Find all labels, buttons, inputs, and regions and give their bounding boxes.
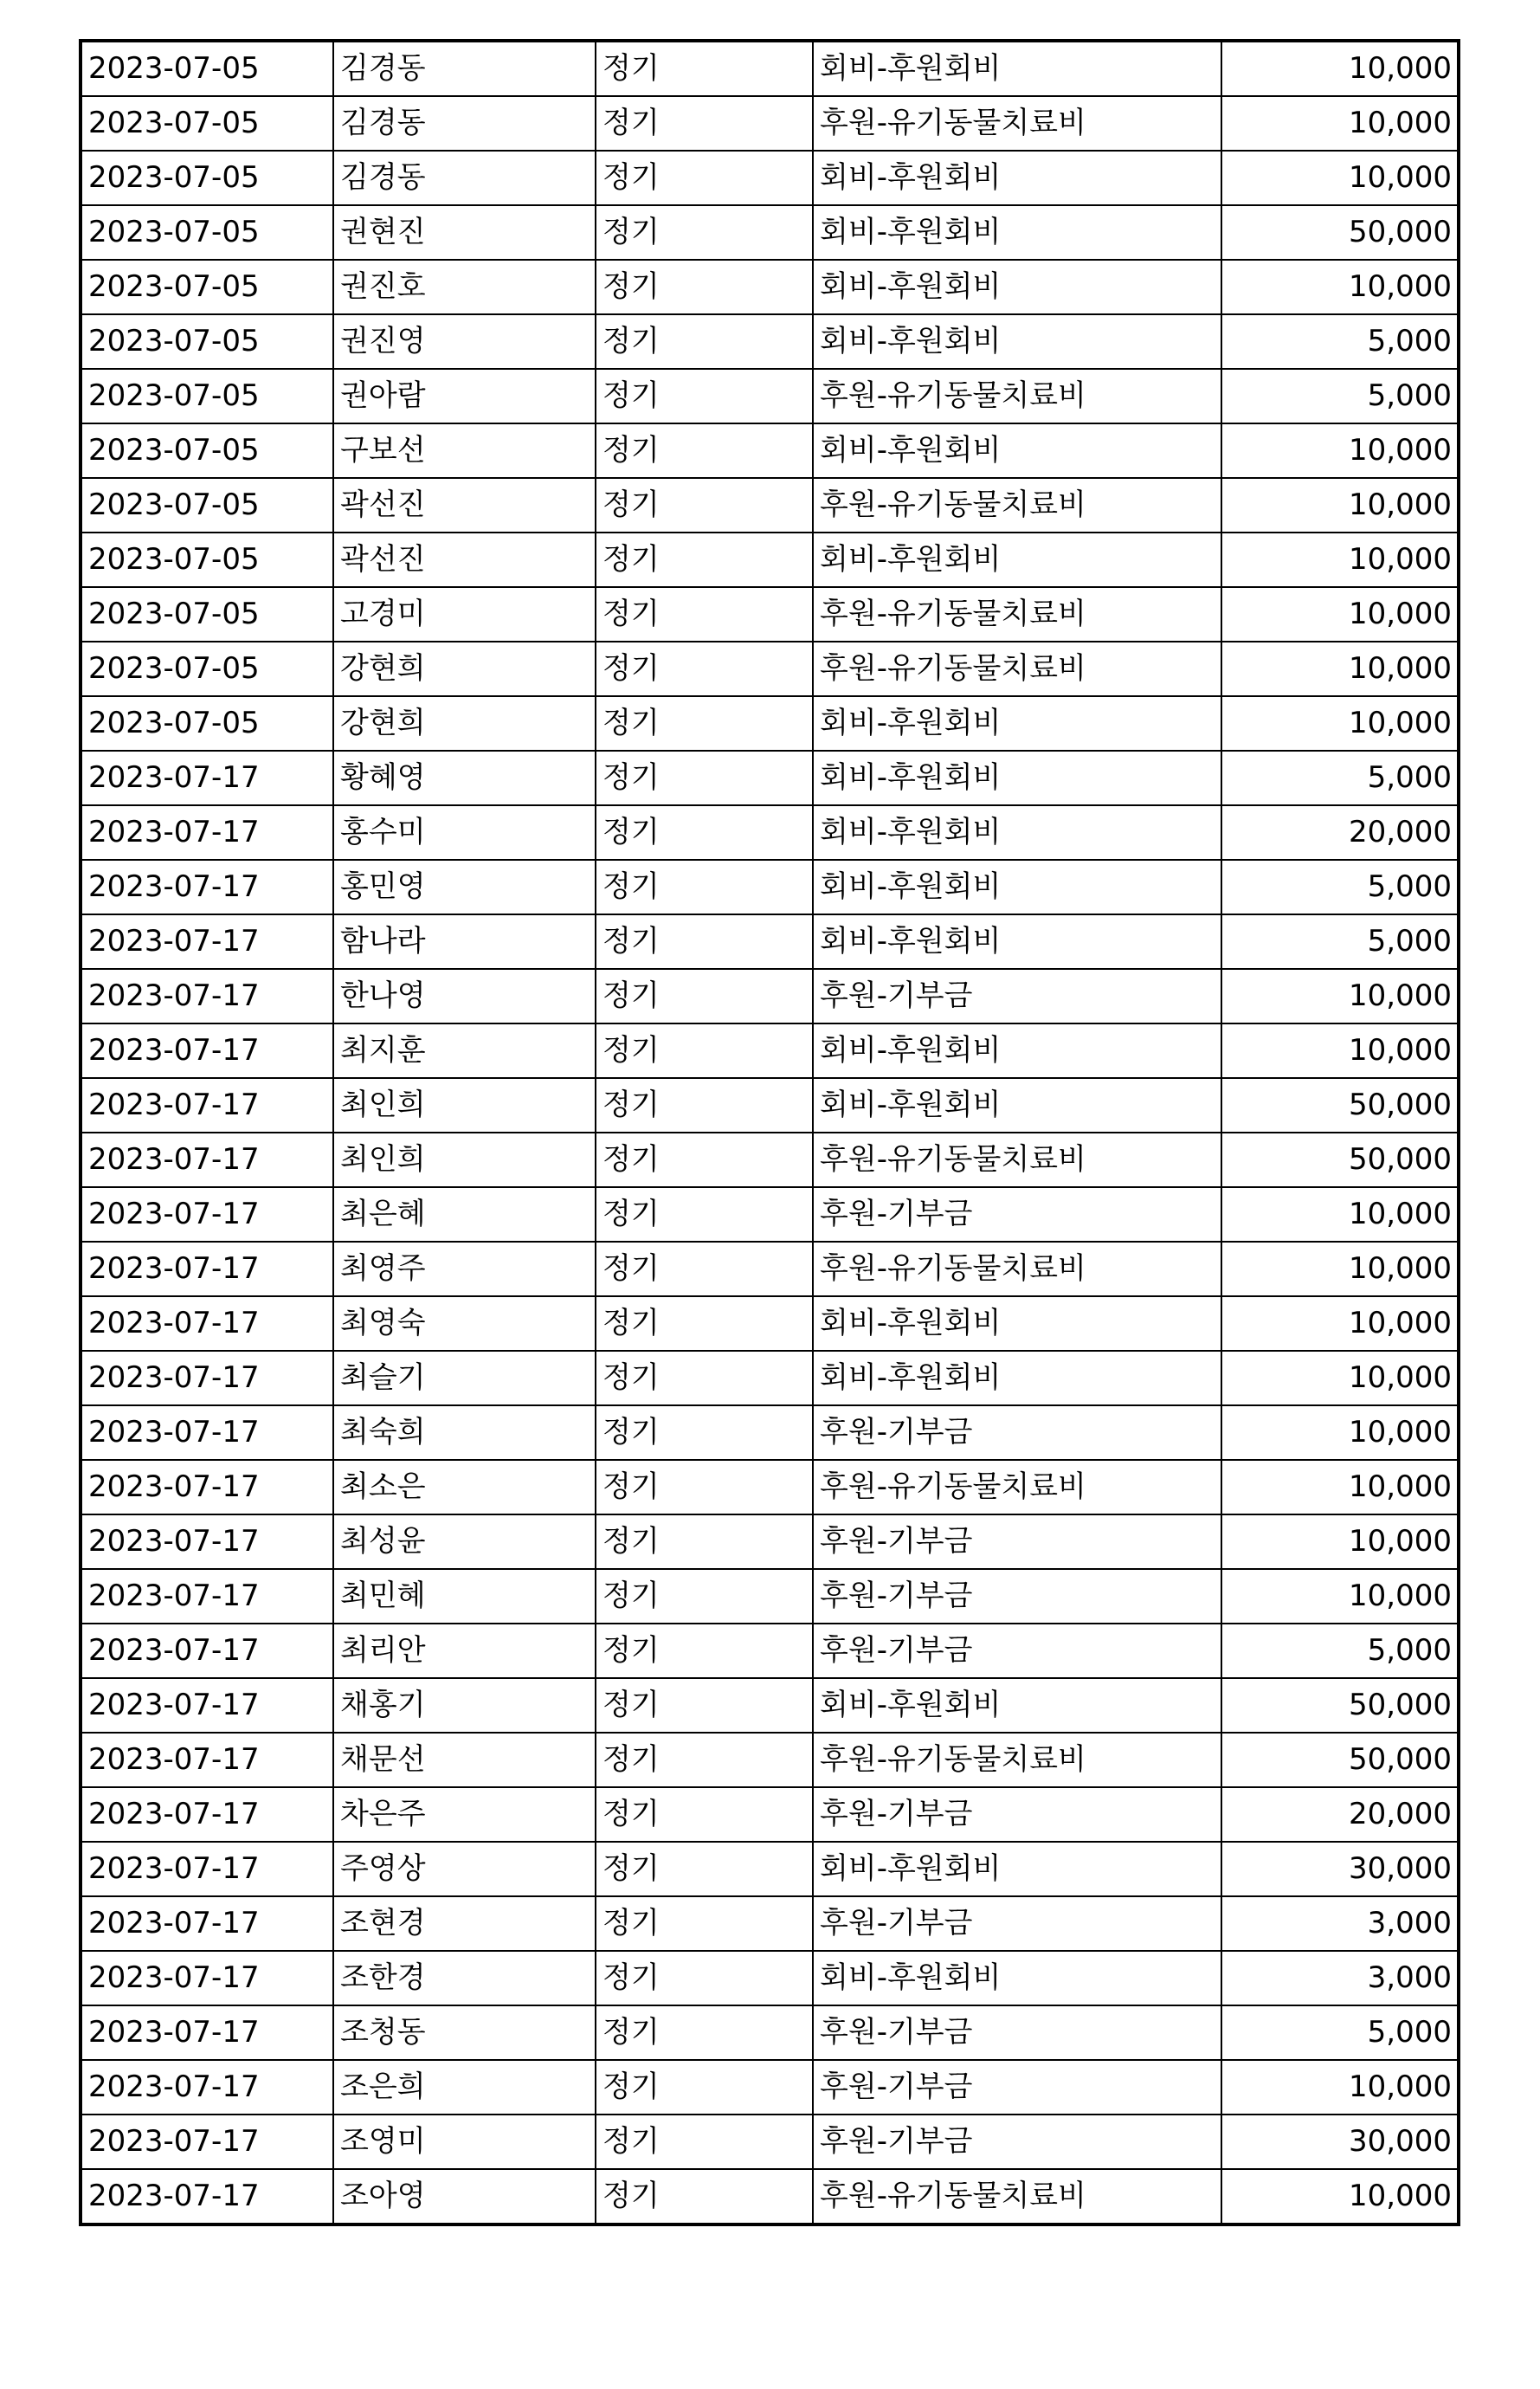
- payment-type-cell: 정기: [596, 969, 813, 1023]
- category-cell: 회비-후원회비: [813, 1951, 1221, 2005]
- table-row: [81, 1678, 1459, 1733]
- date-cell: 2023-07-17: [81, 1569, 333, 1624]
- category-cell: 후원-기부금: [813, 1187, 1221, 1242]
- donor-name-cell: 최은혜: [333, 1187, 596, 1242]
- donor-name-cell: 함나라: [333, 914, 596, 969]
- date-cell: 2023-07-05: [81, 642, 333, 696]
- donor-name-cell: 권진호: [333, 260, 596, 314]
- payment-type-cell: 정기: [596, 369, 813, 423]
- date-cell: 2023-07-05: [81, 41, 333, 96]
- amount-cell: 10,000: [1221, 587, 1459, 642]
- donor-name-cell: 김경동: [333, 151, 596, 205]
- payment-type-cell: 정기: [596, 96, 813, 151]
- table-row: [81, 914, 1459, 969]
- table-row: [81, 1133, 1459, 1187]
- date-cell: 2023-07-17: [81, 1842, 333, 1896]
- amount-cell: 10,000: [1221, 1296, 1459, 1351]
- payment-type-cell: 정기: [596, 1896, 813, 1951]
- amount-cell: 10,000: [1221, 1569, 1459, 1624]
- category-cell: 후원-기부금: [813, 1405, 1221, 1460]
- amount-cell: 10,000: [1221, 1023, 1459, 1078]
- amount-cell: 10,000: [1221, 478, 1459, 533]
- table-row: [81, 41, 1459, 96]
- category-cell: 회비-후원회비: [813, 696, 1221, 751]
- date-cell: 2023-07-05: [81, 369, 333, 423]
- donor-name-cell: 고경미: [333, 587, 596, 642]
- donor-name-cell: 김경동: [333, 96, 596, 151]
- table-row: [81, 369, 1459, 423]
- amount-cell: 5,000: [1221, 369, 1459, 423]
- table-row: [81, 1896, 1459, 1951]
- donor-name-cell: 곽선진: [333, 478, 596, 533]
- category-cell: 후원-유기동물치료비: [813, 587, 1221, 642]
- category-cell: 후원-기부금: [813, 1569, 1221, 1624]
- amount-cell: 30,000: [1221, 1842, 1459, 1896]
- payment-type-cell: 정기: [596, 1242, 813, 1296]
- donor-name-cell: 권진영: [333, 314, 596, 369]
- table-row: [81, 423, 1459, 478]
- category-cell: 회비-후원회비: [813, 1351, 1221, 1405]
- donor-name-cell: 김경동: [333, 41, 596, 96]
- category-cell: 후원-유기동물치료비: [813, 369, 1221, 423]
- category-cell: 회비-후원회비: [813, 860, 1221, 914]
- category-cell: 후원-유기동물치료비: [813, 1133, 1221, 1187]
- payment-type-cell: 정기: [596, 1296, 813, 1351]
- category-cell: 회비-후원회비: [813, 1842, 1221, 1896]
- payment-type-cell: 정기: [596, 1842, 813, 1896]
- date-cell: 2023-07-05: [81, 478, 333, 533]
- payment-type-cell: 정기: [596, 151, 813, 205]
- payment-type-cell: 정기: [596, 1733, 813, 1787]
- payment-type-cell: 정기: [596, 2169, 813, 2224]
- payment-type-cell: 정기: [596, 860, 813, 914]
- payment-type-cell: 정기: [596, 1351, 813, 1405]
- table-row: [81, 1296, 1459, 1351]
- category-cell: 후원-유기동물치료비: [813, 478, 1221, 533]
- amount-cell: 10,000: [1221, 969, 1459, 1023]
- category-cell: 회비-후원회비: [813, 151, 1221, 205]
- amount-cell: 50,000: [1221, 1133, 1459, 1187]
- amount-cell: 10,000: [1221, 1351, 1459, 1405]
- date-cell: 2023-07-17: [81, 1351, 333, 1405]
- donor-name-cell: 최숙희: [333, 1405, 596, 1460]
- table-row: [81, 1951, 1459, 2005]
- amount-cell: 3,000: [1221, 1896, 1459, 1951]
- date-cell: 2023-07-05: [81, 533, 333, 587]
- donor-name-cell: 최인희: [333, 1078, 596, 1133]
- category-cell: 회비-후원회비: [813, 751, 1221, 805]
- date-cell: 2023-07-17: [81, 1078, 333, 1133]
- date-cell: 2023-07-17: [81, 2060, 333, 2115]
- donor-name-cell: 조은희: [333, 2060, 596, 2115]
- donor-name-cell: 채문선: [333, 1733, 596, 1787]
- donor-name-cell: 권현진: [333, 205, 596, 260]
- donor-name-cell: 곽선진: [333, 533, 596, 587]
- category-cell: 회비-후원회비: [813, 914, 1221, 969]
- category-cell: 후원-기부금: [813, 1896, 1221, 1951]
- table-row: [81, 1624, 1459, 1678]
- donor-name-cell: 최영주: [333, 1242, 596, 1296]
- date-cell: 2023-07-05: [81, 96, 333, 151]
- category-cell: 회비-후원회비: [813, 423, 1221, 478]
- date-cell: 2023-07-05: [81, 587, 333, 642]
- date-cell: 2023-07-17: [81, 1678, 333, 1733]
- payment-type-cell: 정기: [596, 533, 813, 587]
- amount-cell: 10,000: [1221, 642, 1459, 696]
- donor-name-cell: 주영상: [333, 1842, 596, 1896]
- date-cell: 2023-07-17: [81, 751, 333, 805]
- date-cell: 2023-07-17: [81, 2169, 333, 2224]
- date-cell: 2023-07-05: [81, 314, 333, 369]
- table-row: [81, 969, 1459, 1023]
- table-row: [81, 478, 1459, 533]
- donor-name-cell: 조아영: [333, 2169, 596, 2224]
- category-cell: 후원-기부금: [813, 2005, 1221, 2060]
- amount-cell: 50,000: [1221, 1678, 1459, 1733]
- donor-name-cell: 강현희: [333, 642, 596, 696]
- table-row: [81, 533, 1459, 587]
- amount-cell: 5,000: [1221, 314, 1459, 369]
- amount-cell: 5,000: [1221, 2005, 1459, 2060]
- category-cell: 후원-유기동물치료비: [813, 1460, 1221, 1514]
- date-cell: 2023-07-17: [81, 1624, 333, 1678]
- table-row: [81, 1405, 1459, 1460]
- donor-name-cell: 조현경: [333, 1896, 596, 1951]
- table-row: [81, 2115, 1459, 2169]
- amount-cell: 20,000: [1221, 1787, 1459, 1842]
- table-row: [81, 205, 1459, 260]
- category-cell: 후원-기부금: [813, 1624, 1221, 1678]
- category-cell: 회비-후원회비: [813, 1023, 1221, 1078]
- date-cell: 2023-07-17: [81, 914, 333, 969]
- date-cell: 2023-07-17: [81, 805, 333, 860]
- payment-type-cell: 정기: [596, 423, 813, 478]
- amount-cell: 20,000: [1221, 805, 1459, 860]
- payment-type-cell: 정기: [596, 2060, 813, 2115]
- donor-name-cell: 한나영: [333, 969, 596, 1023]
- category-cell: 후원-유기동물치료비: [813, 2169, 1221, 2224]
- payment-type-cell: 정기: [596, 1624, 813, 1678]
- category-cell: 회비-후원회비: [813, 1296, 1221, 1351]
- category-cell: 후원-유기동물치료비: [813, 642, 1221, 696]
- donor-name-cell: 최리안: [333, 1624, 596, 1678]
- donor-name-cell: 조청동: [333, 2005, 596, 2060]
- date-cell: 2023-07-17: [81, 1023, 333, 1078]
- date-cell: 2023-07-17: [81, 1242, 333, 1296]
- table-row: [81, 1460, 1459, 1514]
- amount-cell: 5,000: [1221, 860, 1459, 914]
- category-cell: 후원-기부금: [813, 2060, 1221, 2115]
- table-row: [81, 1187, 1459, 1242]
- donor-name-cell: 황혜영: [333, 751, 596, 805]
- donor-name-cell: 최소은: [333, 1460, 596, 1514]
- table-row: [81, 2005, 1459, 2060]
- date-cell: 2023-07-17: [81, 2005, 333, 2060]
- amount-cell: 50,000: [1221, 1078, 1459, 1133]
- table-row: [81, 2169, 1459, 2224]
- amount-cell: 10,000: [1221, 423, 1459, 478]
- payment-type-cell: 정기: [596, 1951, 813, 2005]
- amount-cell: 10,000: [1221, 696, 1459, 751]
- table-row: [81, 696, 1459, 751]
- payment-type-cell: 정기: [596, 1078, 813, 1133]
- amount-cell: 5,000: [1221, 1624, 1459, 1678]
- donation-ledger-table: [79, 39, 1460, 2226]
- amount-cell: 10,000: [1221, 1187, 1459, 1242]
- category-cell: 후원-유기동물치료비: [813, 1733, 1221, 1787]
- donor-name-cell: 최성윤: [333, 1514, 596, 1569]
- amount-cell: 10,000: [1221, 1405, 1459, 1460]
- payment-type-cell: 정기: [596, 914, 813, 969]
- payment-type-cell: 정기: [596, 751, 813, 805]
- date-cell: 2023-07-17: [81, 1787, 333, 1842]
- date-cell: 2023-07-05: [81, 205, 333, 260]
- table-row: [81, 860, 1459, 914]
- amount-cell: 10,000: [1221, 2060, 1459, 2115]
- ledger-body: [81, 41, 1459, 2224]
- donor-name-cell: 홍민영: [333, 860, 596, 914]
- category-cell: 회비-후원회비: [813, 260, 1221, 314]
- date-cell: 2023-07-05: [81, 151, 333, 205]
- donor-name-cell: 최영숙: [333, 1296, 596, 1351]
- donor-name-cell: 최인희: [333, 1133, 596, 1187]
- date-cell: 2023-07-17: [81, 1733, 333, 1787]
- category-cell: 후원-유기동물치료비: [813, 1242, 1221, 1296]
- payment-type-cell: 정기: [596, 1405, 813, 1460]
- payment-type-cell: 정기: [596, 1187, 813, 1242]
- date-cell: 2023-07-17: [81, 2115, 333, 2169]
- table-row: [81, 314, 1459, 369]
- payment-type-cell: 정기: [596, 260, 813, 314]
- donor-name-cell: 최지훈: [333, 1023, 596, 1078]
- table-row: [81, 1078, 1459, 1133]
- payment-type-cell: 정기: [596, 1460, 813, 1514]
- payment-type-cell: 정기: [596, 1787, 813, 1842]
- date-cell: 2023-07-17: [81, 1187, 333, 1242]
- table-row: [81, 151, 1459, 205]
- payment-type-cell: 정기: [596, 1133, 813, 1187]
- table-row: [81, 260, 1459, 314]
- payment-type-cell: 정기: [596, 41, 813, 96]
- date-cell: 2023-07-17: [81, 1296, 333, 1351]
- payment-type-cell: 정기: [596, 314, 813, 369]
- table-row: [81, 96, 1459, 151]
- amount-cell: 10,000: [1221, 96, 1459, 151]
- amount-cell: 3,000: [1221, 1951, 1459, 2005]
- amount-cell: 10,000: [1221, 1514, 1459, 1569]
- table-row: [81, 751, 1459, 805]
- amount-cell: 10,000: [1221, 1460, 1459, 1514]
- date-cell: 2023-07-17: [81, 860, 333, 914]
- amount-cell: 10,000: [1221, 533, 1459, 587]
- payment-type-cell: 정기: [596, 1678, 813, 1733]
- payment-type-cell: 정기: [596, 205, 813, 260]
- payment-type-cell: 정기: [596, 696, 813, 751]
- amount-cell: 50,000: [1221, 205, 1459, 260]
- payment-type-cell: 정기: [596, 642, 813, 696]
- amount-cell: 5,000: [1221, 751, 1459, 805]
- amount-cell: 30,000: [1221, 2115, 1459, 2169]
- category-cell: 후원-유기동물치료비: [813, 96, 1221, 151]
- payment-type-cell: 정기: [596, 1514, 813, 1569]
- category-cell: 회비-후원회비: [813, 1078, 1221, 1133]
- donor-name-cell: 채홍기: [333, 1678, 596, 1733]
- payment-type-cell: 정기: [596, 587, 813, 642]
- category-cell: 후원-기부금: [813, 1787, 1221, 1842]
- date-cell: 2023-07-17: [81, 1951, 333, 2005]
- category-cell: 회비-후원회비: [813, 533, 1221, 587]
- amount-cell: 10,000: [1221, 260, 1459, 314]
- category-cell: 회비-후원회비: [813, 314, 1221, 369]
- donor-name-cell: 조한경: [333, 1951, 596, 2005]
- category-cell: 회비-후원회비: [813, 1678, 1221, 1733]
- table-row: [81, 1569, 1459, 1624]
- table-row: [81, 1787, 1459, 1842]
- date-cell: 2023-07-17: [81, 1460, 333, 1514]
- date-cell: 2023-07-05: [81, 260, 333, 314]
- table-row: [81, 1842, 1459, 1896]
- payment-type-cell: 정기: [596, 2005, 813, 2060]
- amount-cell: 5,000: [1221, 914, 1459, 969]
- payment-type-cell: 정기: [596, 478, 813, 533]
- date-cell: 2023-07-17: [81, 1405, 333, 1460]
- table-row: [81, 587, 1459, 642]
- category-cell: 회비-후원회비: [813, 805, 1221, 860]
- date-cell: 2023-07-17: [81, 1896, 333, 1951]
- amount-cell: 50,000: [1221, 1733, 1459, 1787]
- category-cell: 회비-후원회비: [813, 41, 1221, 96]
- amount-cell: 10,000: [1221, 41, 1459, 96]
- donor-name-cell: 권아람: [333, 369, 596, 423]
- donor-name-cell: 홍수미: [333, 805, 596, 860]
- date-cell: 2023-07-05: [81, 423, 333, 478]
- table-row: [81, 1514, 1459, 1569]
- amount-cell: 10,000: [1221, 2169, 1459, 2224]
- table-row: [81, 2060, 1459, 2115]
- payment-type-cell: 정기: [596, 805, 813, 860]
- category-cell: 후원-기부금: [813, 969, 1221, 1023]
- amount-cell: 10,000: [1221, 151, 1459, 205]
- payment-type-cell: 정기: [596, 2115, 813, 2169]
- donor-name-cell: 구보선: [333, 423, 596, 478]
- category-cell: 후원-기부금: [813, 1514, 1221, 1569]
- donor-name-cell: 최민혜: [333, 1569, 596, 1624]
- date-cell: 2023-07-17: [81, 969, 333, 1023]
- date-cell: 2023-07-05: [81, 696, 333, 751]
- donor-name-cell: 최슬기: [333, 1351, 596, 1405]
- donor-name-cell: 차은주: [333, 1787, 596, 1842]
- table-row: [81, 805, 1459, 860]
- date-cell: 2023-07-17: [81, 1514, 333, 1569]
- category-cell: 회비-후원회비: [813, 205, 1221, 260]
- table-row: [81, 1242, 1459, 1296]
- table-row: [81, 642, 1459, 696]
- payment-type-cell: 정기: [596, 1569, 813, 1624]
- table-row: [81, 1023, 1459, 1078]
- date-cell: 2023-07-17: [81, 1133, 333, 1187]
- donor-name-cell: 강현희: [333, 696, 596, 751]
- table-row: [81, 1351, 1459, 1405]
- payment-type-cell: 정기: [596, 1023, 813, 1078]
- amount-cell: 10,000: [1221, 1242, 1459, 1296]
- donor-name-cell: 조영미: [333, 2115, 596, 2169]
- category-cell: 후원-기부금: [813, 2115, 1221, 2169]
- table-row: [81, 1733, 1459, 1787]
